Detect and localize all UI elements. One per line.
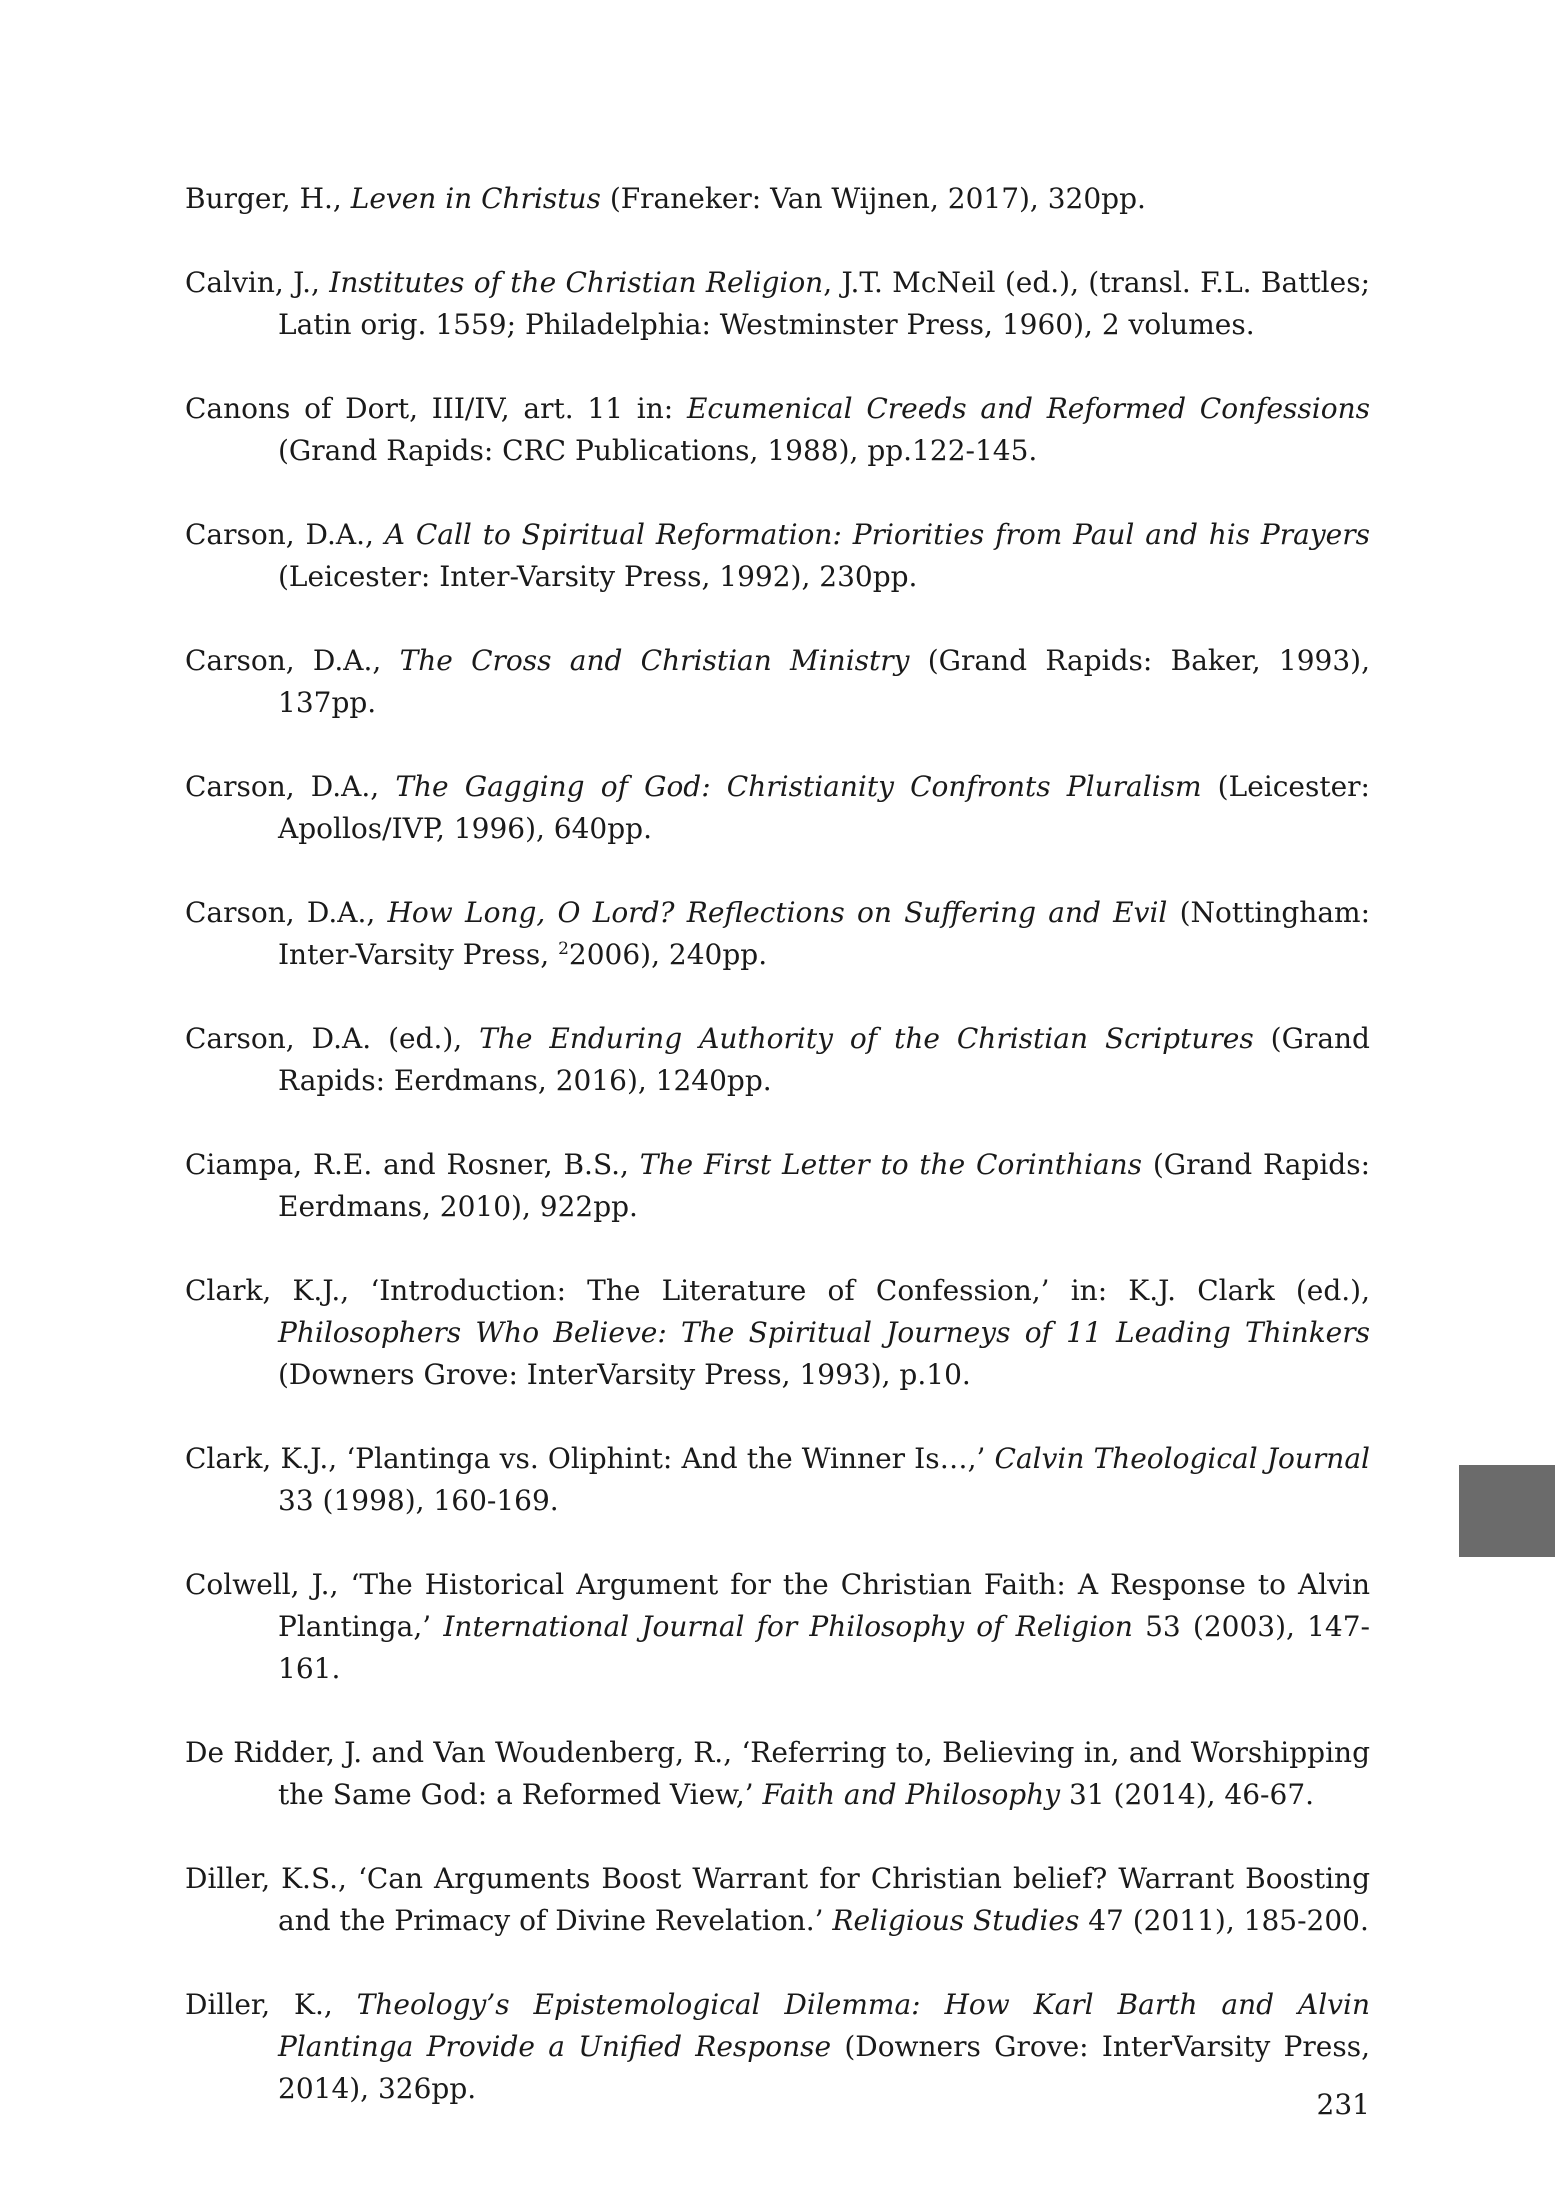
entry-title: Theology’s Epistemological Dilemma: How Karl Barth and Alvin Plantinga Provide a Unified Response xyxy=(278,1988,1370,2063)
entry-text: Diller, K., xyxy=(185,1988,357,2021)
entry-text: (Grand Rapids: Eerdmans, 2010), 922pp. xyxy=(278,1148,1371,1223)
entry-text: Colwell, J., ‘The Historical Argument for the Christian Faith: A Response to Alvin Plantinga,’ xyxy=(185,1568,1370,1643)
bibliography-entry xyxy=(185,1270,1370,1396)
bibliography-entry xyxy=(185,1144,1370,1228)
entry-title: Ecumenical Creeds and Reformed Confessions xyxy=(686,392,1370,425)
entry-title: How Long, O Lord? Reflections on Suffering and Evil xyxy=(387,896,1168,929)
entry-title: Faith and Philosophy xyxy=(762,1778,1061,1811)
entry-title: Leven in Christus xyxy=(350,182,601,215)
entry-text: (Grand Rapids: CRC Publications, 1988), pp.122-145. xyxy=(278,434,1038,467)
entry-text: (Grand Rapids: Eerdmans, 2016), 1240pp. xyxy=(278,1022,1370,1097)
entry-title: The Enduring Authority of the Christian Scriptures xyxy=(479,1022,1254,1055)
bibliography-entry xyxy=(185,1858,1370,1942)
bibliography-entry xyxy=(185,1984,1370,2110)
entry-text: Clark, K.J., ‘Plantinga vs. Oliphint: And the Winner Is…,’ xyxy=(185,1442,995,1475)
entry-text: (Grand Rapids: Baker, 1993), 137pp. xyxy=(278,644,1370,719)
bibliography-entry xyxy=(185,1732,1370,1816)
entry-text: De Ridder, J. and Van Woudenberg, R., ‘Referring to, Believing in, and Worshipping the Same God: a Reformed View,’ xyxy=(185,1736,1370,1811)
entry-text: , J.T. McNeil (ed.), (transl. F.L. Battles; Latin orig. 1559; Philadelphia: Westminster Press, 1960), 2 volumes. xyxy=(278,266,1370,341)
entry-text: Carson, D.A., xyxy=(185,518,385,551)
entry-title: International Journal for Philosophy of Religion xyxy=(443,1610,1133,1643)
entry-text: 2006), 240pp. xyxy=(568,938,768,971)
entry-title: Calvin Theological Journal xyxy=(994,1442,1370,1475)
entry-text: 53 (2003), 147-161. xyxy=(278,1610,1370,1685)
entry-text: Diller, K.S., ‘Can Arguments Boost Warrant for Christian belief? Warrant Boosting and the Primacy of Divine Revelation.’ xyxy=(185,1862,1370,1937)
bibliography-entry xyxy=(185,388,1370,472)
entry-title: The First Letter to the Corinthians xyxy=(639,1148,1143,1181)
entry-text: Burger, H., xyxy=(185,182,351,215)
entry-text: 47 (2011), 185-200. xyxy=(1079,1904,1369,1937)
entry-text: Carson, D.A. (ed.), xyxy=(185,1022,480,1055)
entry-text: (Leicester: Apollos/IVP, 1996), 640pp. xyxy=(278,770,1370,845)
entry-title: The Cross and Christian Ministry xyxy=(399,644,910,677)
entry-text: (Franeker: Van Wijnen, 2017), 320pp. xyxy=(600,182,1146,215)
entry-title: The Gagging of God: Christianity Confronts Pluralism xyxy=(395,770,1202,803)
bibliography-entry xyxy=(185,1564,1370,1690)
entry-text: (Downers Grove: InterVarsity Press, 2014), 326pp. xyxy=(278,2030,1370,2105)
entry-title: Philosophers Who Believe: The Spiritual Journeys of 11 Leading Thinkers xyxy=(278,1316,1370,1349)
entry-title: Institutes of the Christian Religion xyxy=(329,266,824,299)
bibliography-entry xyxy=(185,262,1370,346)
entry-text: Calvin, J., xyxy=(185,266,330,299)
entry-edition-superscript: 2 xyxy=(558,939,569,959)
entry-text: (Leicester: Inter-Varsity Press, 1992), 230pp. xyxy=(278,560,918,593)
bibliography-entry xyxy=(185,766,1370,850)
entry-text: Clark, K.J., ‘Introduction: The Literature of Confession,’ in: K.J. Clark (ed.), xyxy=(185,1274,1370,1307)
bibliography-entry xyxy=(185,892,1370,976)
entry-text: Carson, D.A., xyxy=(185,896,388,929)
entry-text: (Nottingham: Inter-Varsity Press, xyxy=(278,896,1371,971)
entry-text: 31 (2014), 46-67. xyxy=(1060,1778,1315,1811)
bibliography-entry xyxy=(185,1438,1370,1522)
bibliography-entry xyxy=(185,514,1370,598)
entry-text: (Downers Grove: InterVarsity Press, 1993), p.10. xyxy=(278,1358,971,1391)
bibliography-entry xyxy=(185,1018,1370,1102)
entry-title: A Call to Spiritual Reformation: Priorities from Paul and his Prayers xyxy=(384,518,1370,551)
bibliography-entry xyxy=(185,178,1370,220)
thumb-index-tab xyxy=(1459,1465,1555,1557)
entry-text: 33 (1998), 160-169. xyxy=(278,1484,559,1517)
bibliography-entry xyxy=(185,640,1370,724)
entry-text: Carson, D.A., xyxy=(185,644,400,677)
entry-text: Canons of Dort, III/IV, art. 11 in: xyxy=(185,392,687,425)
entry-text: Ciampa, R.E. and Rosner, B.S., xyxy=(185,1148,640,1181)
page-number: 231 xyxy=(1316,2088,1370,2121)
bibliography-list xyxy=(185,178,1370,2152)
entry-title: Religious Studies xyxy=(832,1904,1080,1937)
entry-text: Carson, D.A., xyxy=(185,770,396,803)
